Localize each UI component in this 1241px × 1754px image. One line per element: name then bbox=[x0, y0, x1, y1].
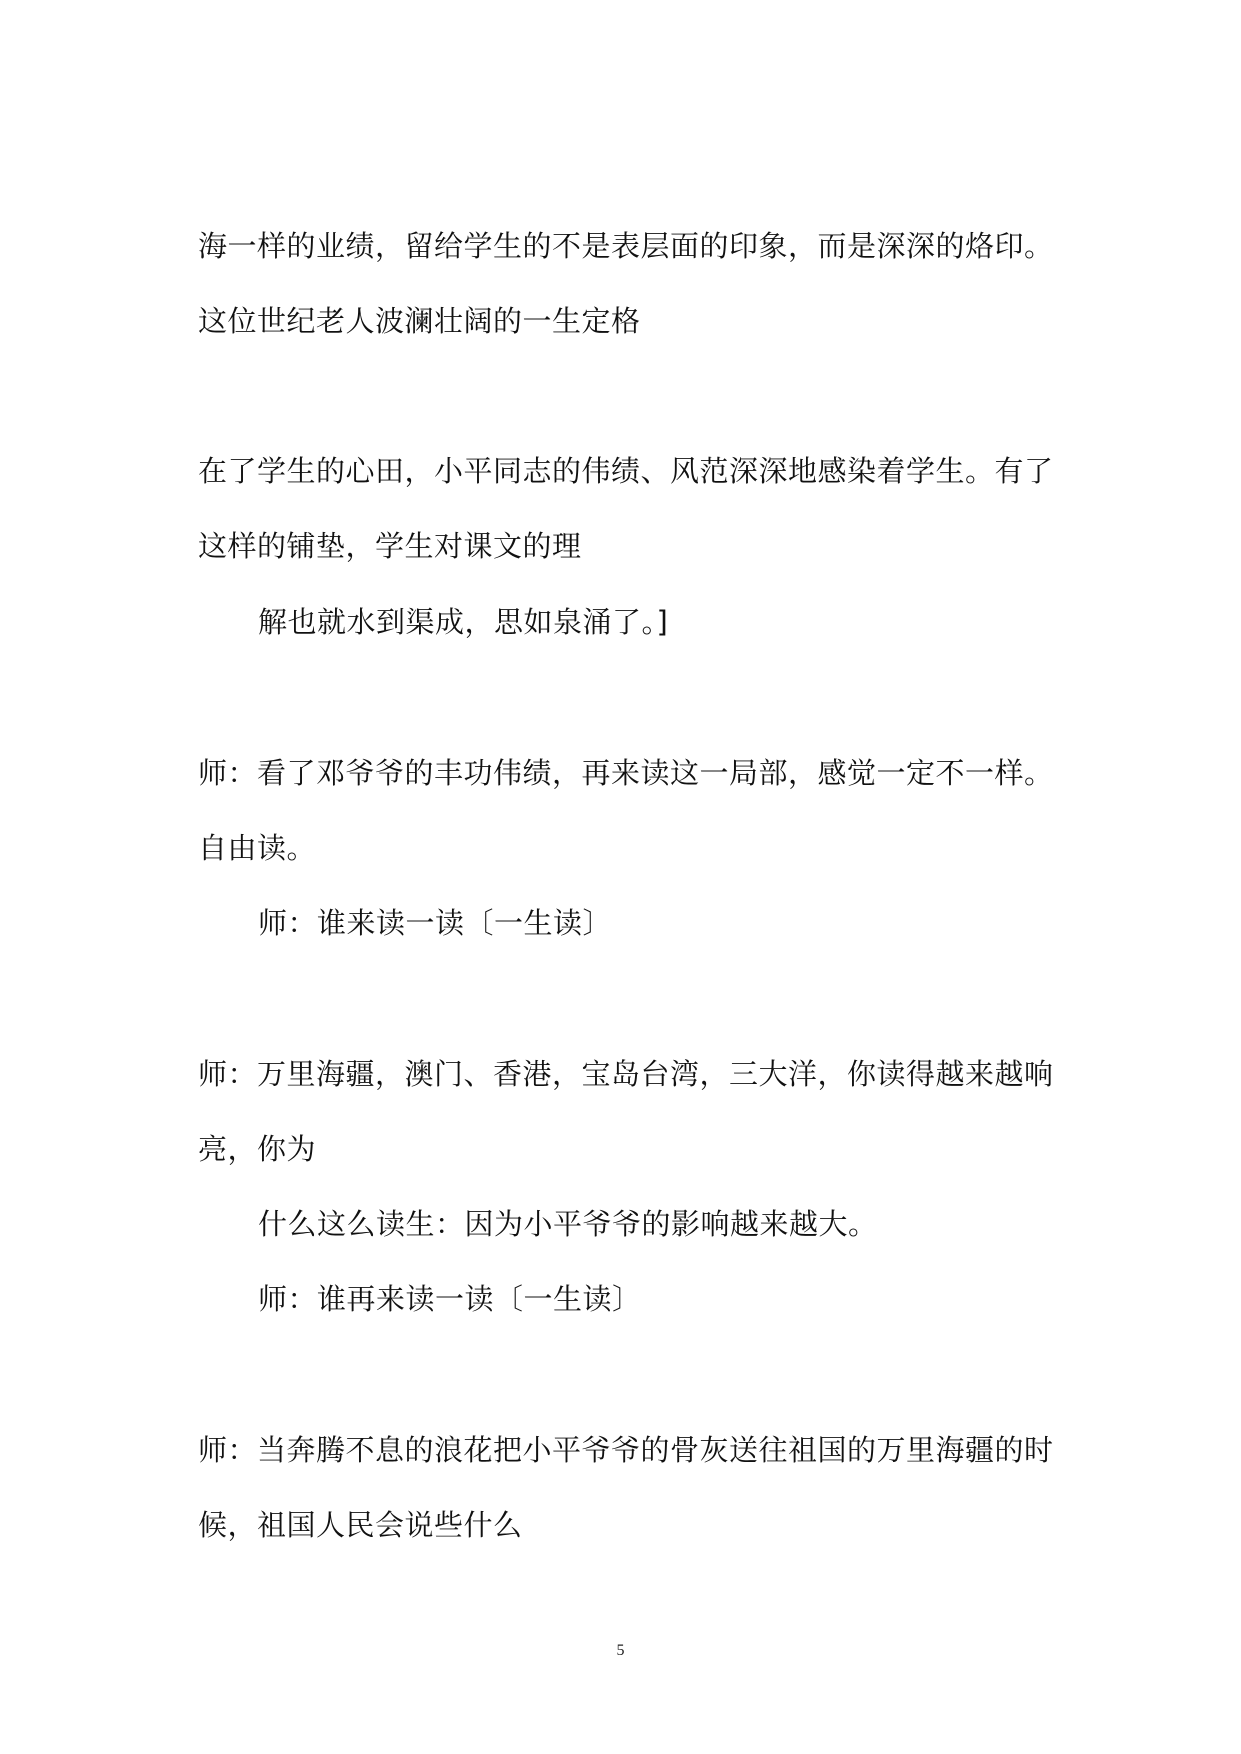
text-line: 亮，你为 bbox=[198, 1132, 317, 1166]
page-number: 5 bbox=[616, 1642, 625, 1659]
text-line: 这样的铺垫，学生对课文的理 bbox=[198, 529, 582, 563]
text-line: 自由读。 bbox=[198, 831, 317, 865]
text-line: 解也就水到渠成，思如泉涌了。] bbox=[258, 605, 669, 639]
text-line: 师：看了邓爷爷的丰功伟绩，再来读这一局部，感觉一定不一样。 bbox=[198, 756, 1054, 790]
text-line: 师：当奔腾不息的浪花把小平爷爷的骨灰送往祖国的万里海疆的时 bbox=[198, 1433, 1054, 1467]
text-line: 这位世纪老人波澜壮阔的一生定格 bbox=[198, 304, 641, 338]
text-line: 师：万里海疆，澳门、香港，宝岛台湾，三大洋，你读得越来越响 bbox=[198, 1057, 1054, 1091]
text-line: 什么这么读生：因为小平爷爷的影响越来越大。 bbox=[258, 1207, 878, 1241]
text-line: 海一样的业绩，留给学生的不是表层面的印象，而是深深的烙印。 bbox=[198, 229, 1054, 263]
text-line: 在了学生的心田，小平同志的伟绩、风范深深地感染着学生。有了 bbox=[198, 454, 1054, 488]
text-line: 师：谁来读一读〔一生读〕 bbox=[258, 906, 613, 940]
text-line: 候，祖国人民会说些什么 bbox=[198, 1508, 523, 1542]
text-line: 师：谁再来读一读〔一生读〕 bbox=[258, 1282, 642, 1316]
